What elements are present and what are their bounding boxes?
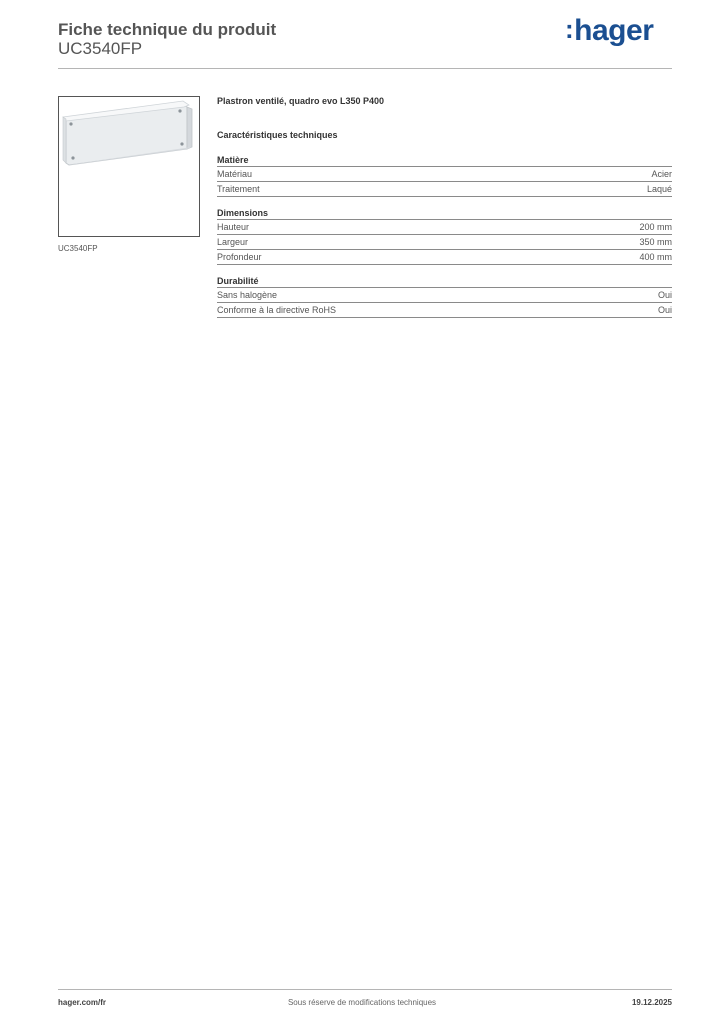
spec-row — [217, 220, 672, 235]
spec-label: Conforme à la directive RoHS — [217, 305, 337, 315]
footer-disclaimer: Sous réserve de modifications techniques — [287, 998, 437, 1007]
spec-label: Profondeur — [217, 252, 262, 262]
logo-text: hager — [574, 14, 654, 47]
spec-row — [217, 167, 672, 182]
section-title: Caractéristiques techniques — [217, 130, 338, 140]
group-title: Dimensions — [217, 207, 672, 220]
header-divider — [58, 68, 672, 69]
footer-divider — [58, 989, 672, 990]
spec-label: Largeur — [217, 237, 249, 247]
spec-group-dimensions — [217, 207, 672, 265]
spec-label: Hauteur — [217, 222, 250, 232]
ventilated-panel-illustration — [59, 97, 199, 236]
spec-row — [217, 303, 672, 318]
spec-value: 350 mm — [639, 237, 672, 247]
spec-value: Laqué — [646, 184, 672, 194]
product-image — [58, 96, 200, 237]
hager-logo — [565, 14, 653, 48]
spec-group-durability — [217, 275, 672, 318]
spec-label: Matériau — [217, 169, 253, 179]
spec-value: 400 mm — [639, 252, 672, 262]
product-description: Plastron ventilé, quadro evo L350 P400 — [217, 96, 385, 106]
spec-row — [217, 250, 672, 265]
spec-value: Acier — [651, 169, 672, 179]
footer-website[interactable]: hager.com/fr — [58, 998, 107, 1007]
spec-value: 200 mm — [639, 222, 672, 232]
spec-label: Sans halogène — [217, 290, 278, 300]
spec-row — [217, 235, 672, 250]
spec-row — [217, 288, 672, 303]
image-caption: UC3540FP — [58, 244, 98, 253]
logo-colon-icon: : — [565, 14, 574, 44]
product-code: UC3540FP — [58, 39, 143, 58]
spec-group-material — [217, 154, 672, 197]
group-title: Matière — [217, 154, 672, 167]
spec-value: Oui — [657, 305, 672, 315]
footer-date: 19.12.2025 — [631, 998, 672, 1007]
spec-value: Oui — [657, 290, 672, 300]
spec-row — [217, 182, 672, 197]
spec-content — [217, 96, 672, 318]
group-title: Durabilité — [217, 275, 672, 288]
page-title: Fiche technique du produit — [58, 20, 277, 39]
spec-label: Traitement — [217, 184, 260, 194]
